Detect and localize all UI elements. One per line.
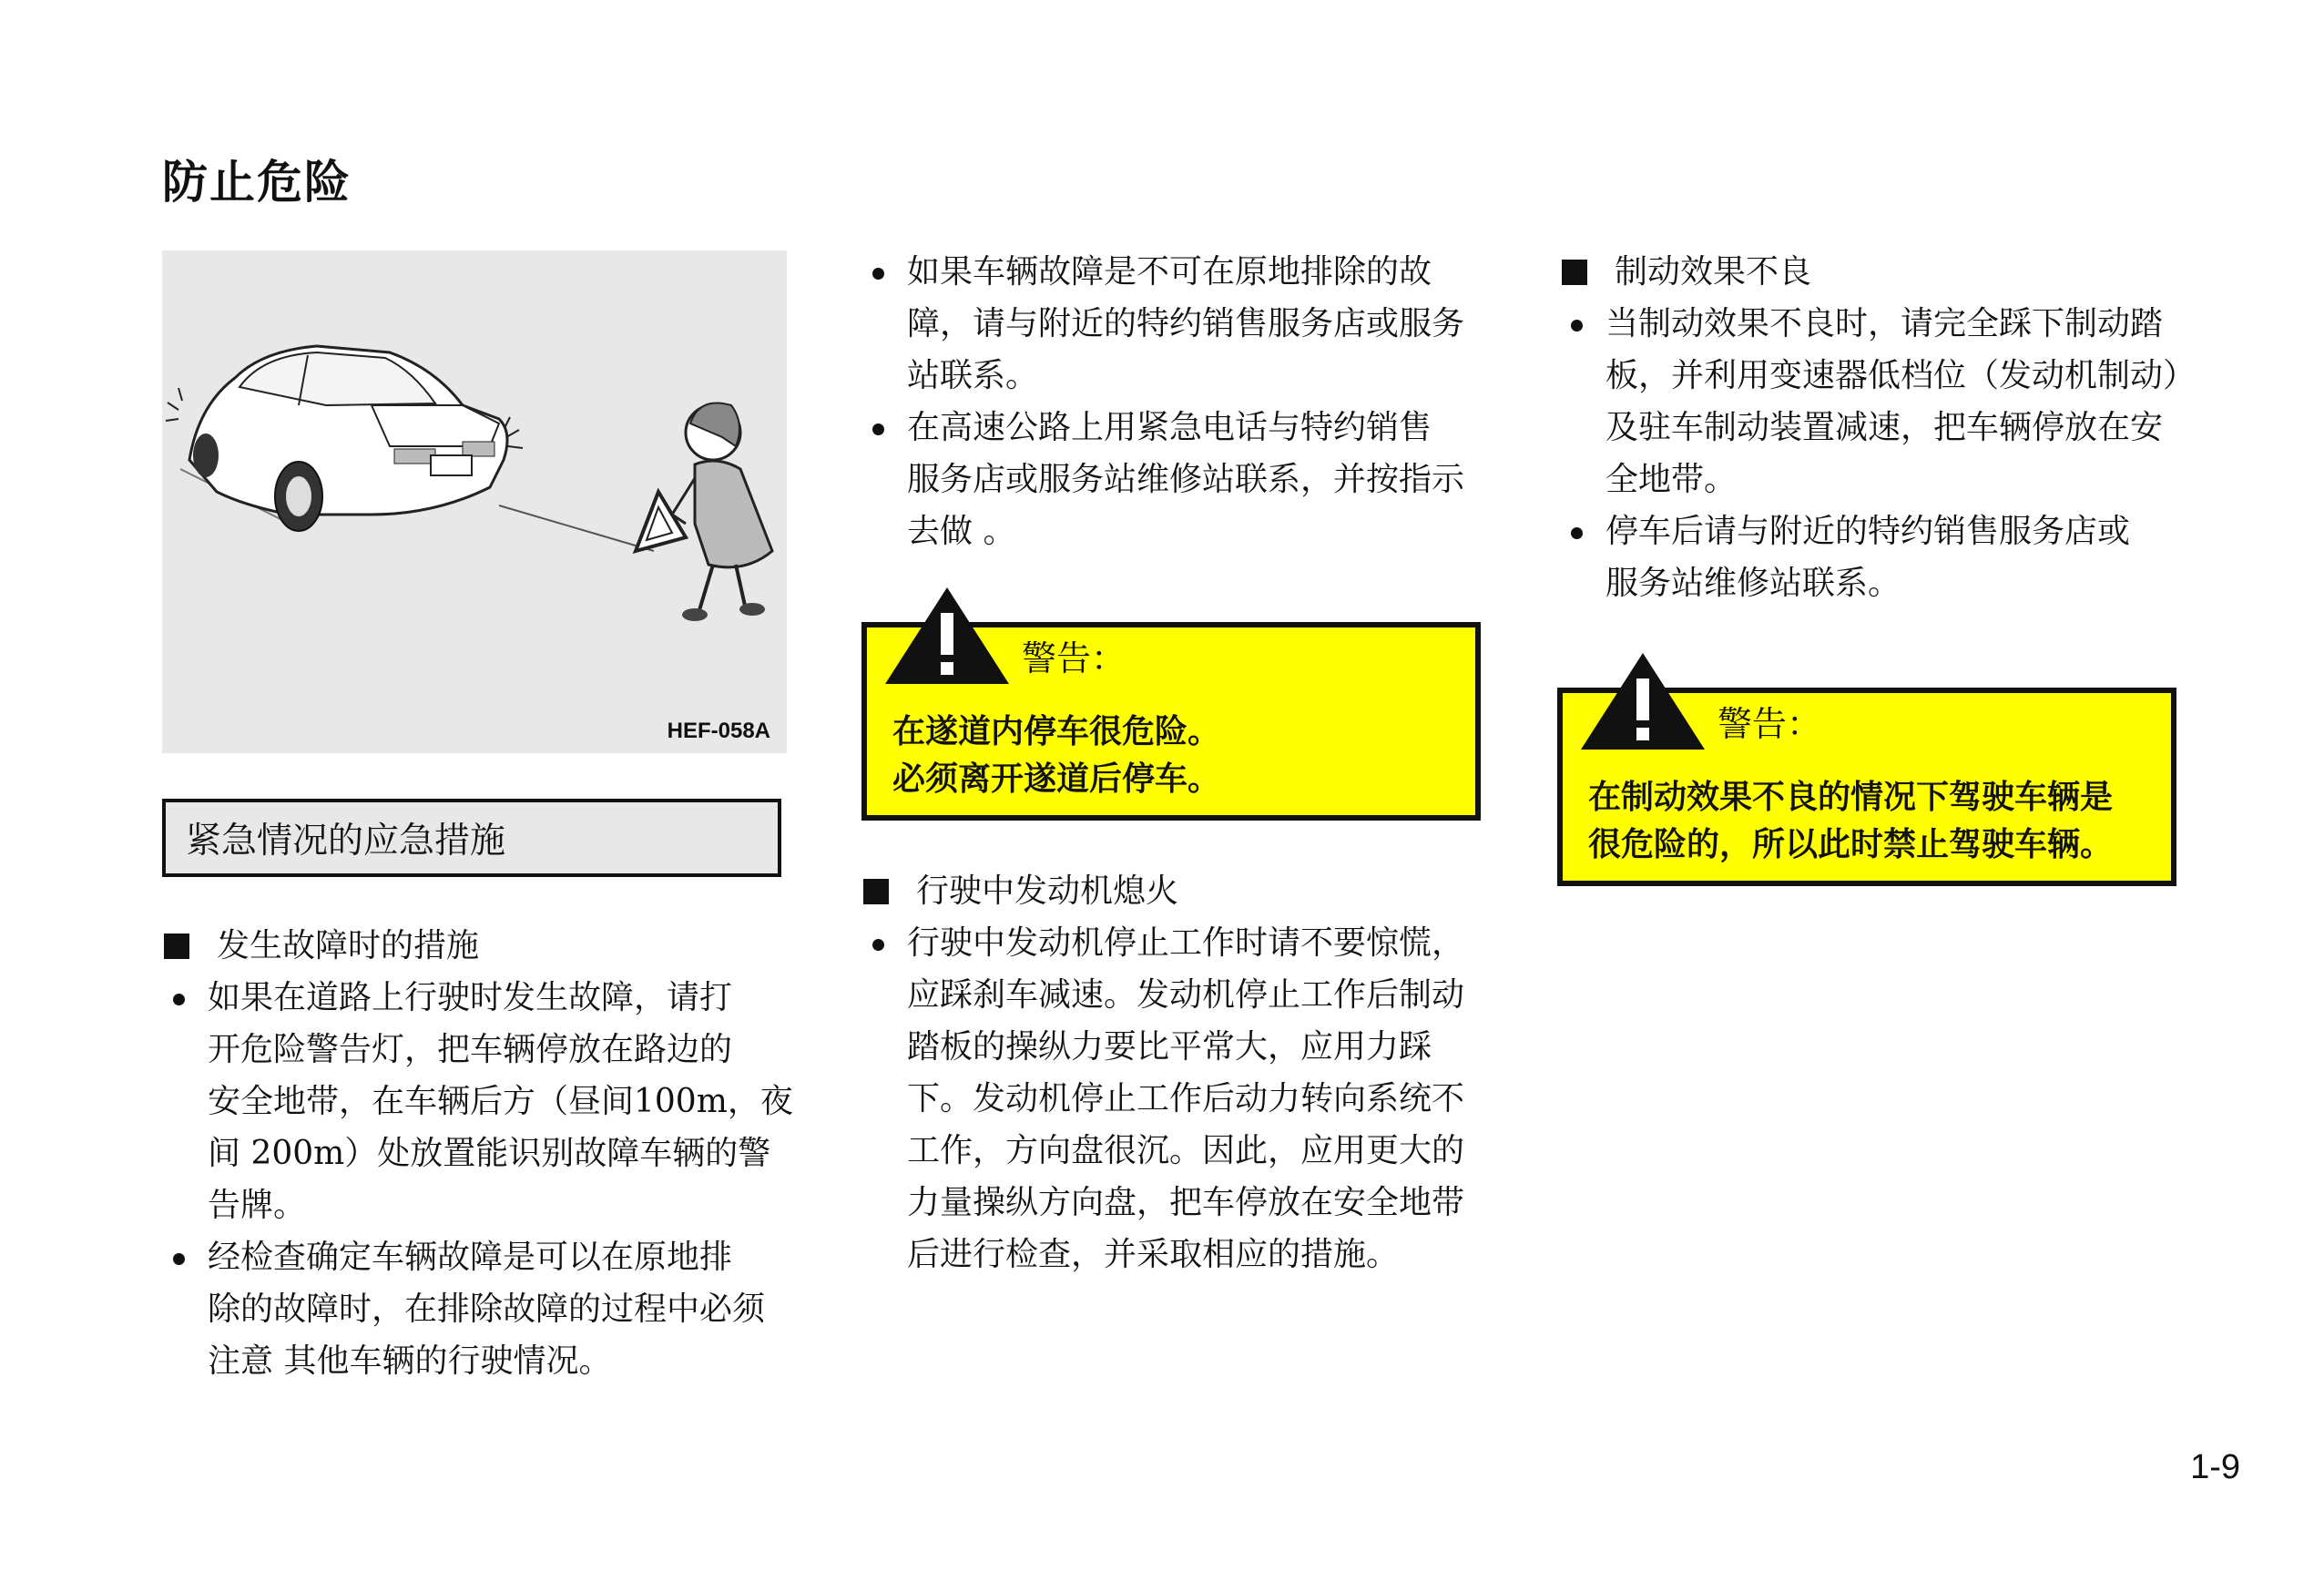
square-bullet-icon (1562, 260, 1587, 285)
column-1 (162, 920, 800, 1387)
page-title: 防止危险 (162, 156, 352, 209)
warning-text: 在制动效果不良的情况下驾驶车辆是 很危险的，所以此时禁止驾驶车辆。 (1588, 778, 2114, 863)
fault-measures-list (162, 972, 800, 1387)
warning-box-tunnel (861, 622, 1481, 821)
warning-text: 在遂道内停车很危险。 必须离开遂道后停车。 (892, 712, 1221, 798)
engine-stall-list (861, 917, 1499, 1280)
subheading-poor-braking: 制动效果不良 (1560, 246, 2197, 298)
subheading-engine-stall: 行驶中发动机熄火 (861, 865, 1499, 917)
list-item: 如果车辆故障是不可在原地排除的故 障，请与附近的特约销售服务店或服务 站联系。 (861, 246, 1499, 402)
car-breakdown-illustration (162, 250, 787, 753)
warning-title: 警告： (1718, 704, 1822, 744)
list-item: 行驶中发动机停止工作时请不要惊慌， 应踩刹车减速。发动机停止工作后制动 踏板的操纵力要比平常大，应用力踩 下。发动机停止工作后动力转向系统不 工作，方向盘很沉。因此，应用更大的 力量操纵方向盘，把车停放在安全地带 后进行检查，并采取相应的措施。 (861, 917, 1499, 1280)
poor-braking-list (1560, 298, 2197, 609)
warning-triangle-icon (883, 586, 1011, 686)
car-and-warning-triangle-drawing (162, 250, 787, 753)
list-item: 停车后请与附近的特约销售服务店或 服务站维修站联系。 (1560, 505, 2197, 609)
column-3 (1560, 246, 2197, 609)
column-2-lower (861, 865, 1499, 1280)
section-title: 紧急情况的应急措施 (186, 821, 506, 862)
page-number: 1-9 (2190, 1448, 2240, 1486)
subheading-fault-measures: 发生故障时的措施 (162, 920, 800, 972)
list-item: 经检查确定车辆故障是可以在原地排 除的故障时，在排除故障的过程中必须 注意 其他车辆的行驶情况。 (162, 1231, 800, 1387)
contact-list (861, 246, 1499, 557)
list-item: 当制动效果不良时，请完全踩下制动踏 板，并利用变速器低档位（发动机制动） 及驻车制动装置减速，把车辆停放在安 全地带。 (1560, 298, 2197, 505)
figure-code: HEF-058A (667, 719, 770, 743)
warning-box-braking (1557, 688, 2176, 886)
column-2 (861, 246, 1499, 557)
warning-triangle-icon (1579, 651, 1707, 751)
section-title-box (162, 799, 781, 877)
warning-title: 警告： (1022, 638, 1126, 678)
square-bullet-icon (164, 933, 189, 959)
list-item: 在高速公路上用紧急电话与特约销售 服务店或服务站维修站联系，并按指示 去做 。 (861, 402, 1499, 557)
square-bullet-icon (863, 879, 889, 904)
list-item: 如果在道路上行驶时发生故障，请打 开危险警告灯，把车辆停放在路边的 安全地带，在车辆后方（昼间100m，夜 间 200m）处放置能识别故障车辆的警 告牌。 (162, 972, 800, 1231)
